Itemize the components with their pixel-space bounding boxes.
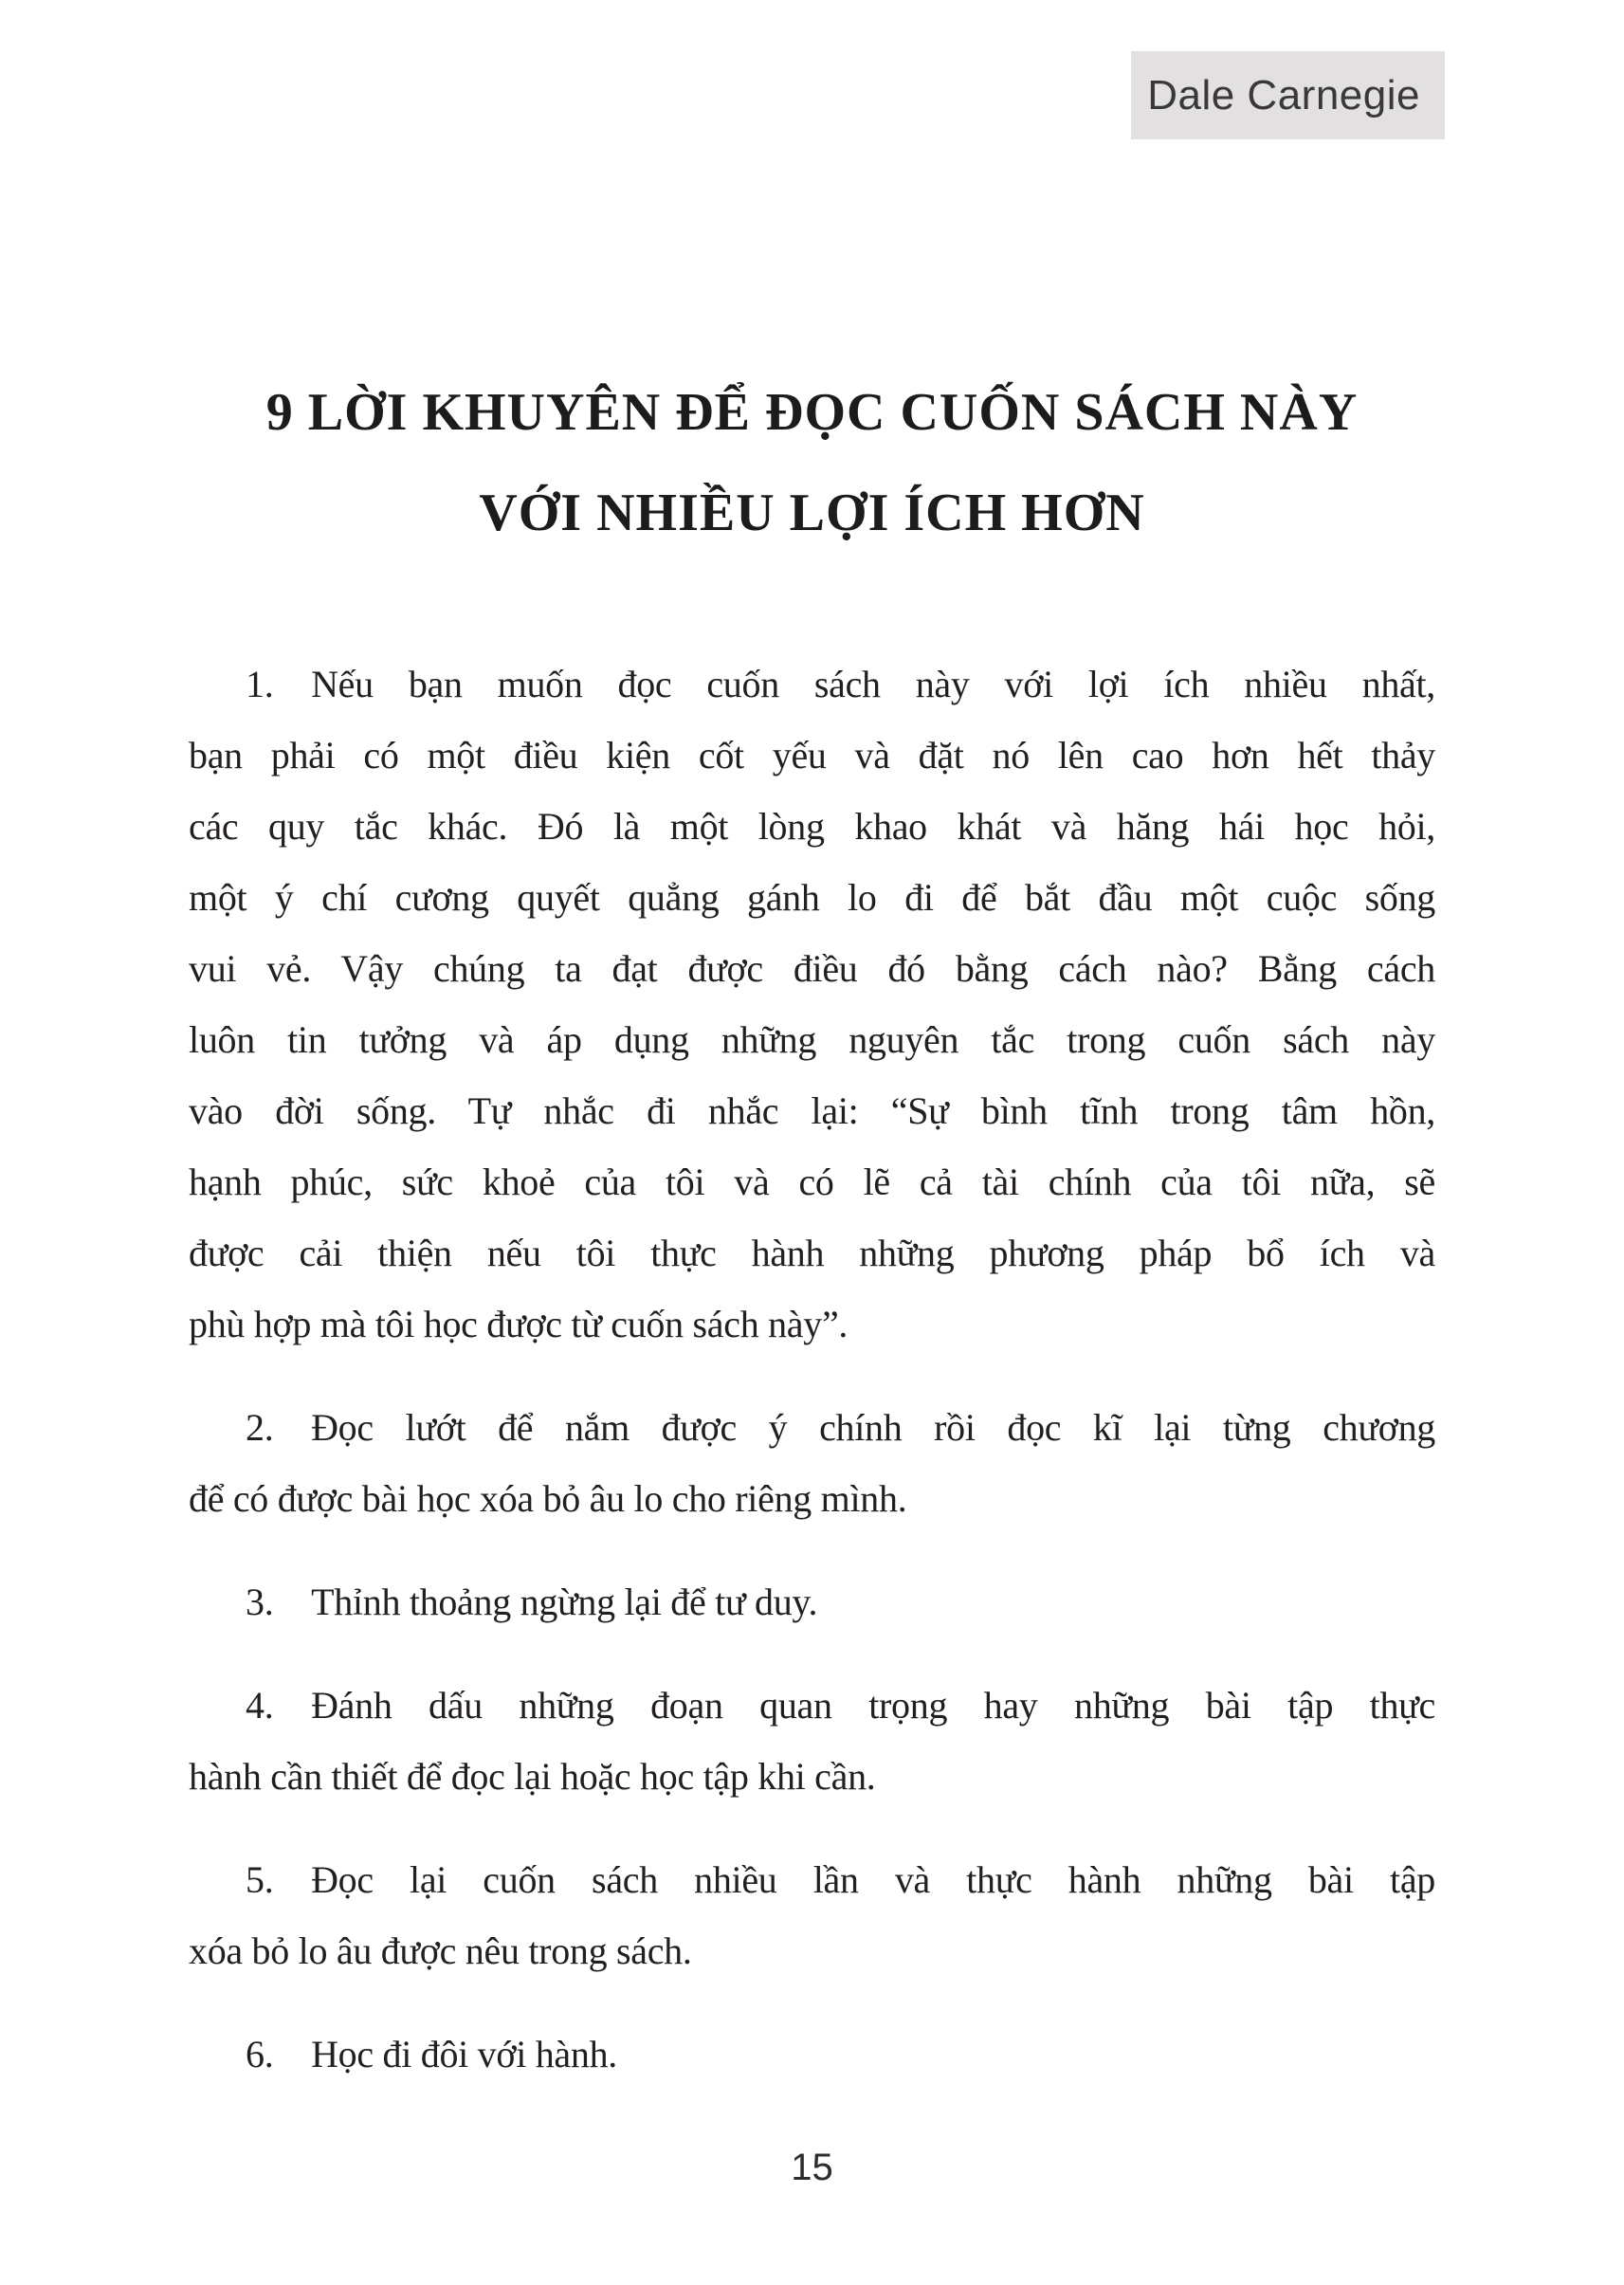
text-line: 1. Nếu bạn muốn đọc cuốn sách này với lợi ích nhiều nhất, xyxy=(246,663,1435,705)
text-line: vào đời sống. Tự nhắc đi nhắc lại: “Sự bình tĩnh trong tâm hồn, xyxy=(189,1089,1435,1132)
text-line: 6. Học đi đôi với hành. xyxy=(246,2033,617,2075)
chapter-title-line-1: 9 LỜI KHUYÊN ĐỂ ĐỌC CUỐN SÁCH NÀY xyxy=(265,383,1359,442)
paragraph xyxy=(189,1670,1435,1812)
text-line: được cải thiện nếu tôi thực hành những phương pháp bổ ích và xyxy=(189,1232,1435,1274)
text-line: luôn tin tưởng và áp dụng những nguyên tắc trong cuốn sách này xyxy=(189,1018,1435,1061)
page-number: 15 xyxy=(791,2147,833,2188)
text-line: bạn phải có một điều kiện cốt yếu và đặt nó lên cao hơn hết thảy xyxy=(189,734,1435,777)
chapter-title-line-2: VỚI NHIỀU LỢI ÍCH HƠN xyxy=(479,484,1145,542)
body-text xyxy=(189,649,1435,2122)
text-line: 2. Đọc lướt để nắm được ý chính rồi đọc kĩ lại từng chương xyxy=(246,1406,1435,1449)
text-line: phù hợp mà tôi học được từ cuốn sách này”. xyxy=(189,1303,848,1345)
chapter-title xyxy=(189,362,1435,563)
text-line: xóa bỏ lo âu được nêu trong sách. xyxy=(189,1929,692,1972)
paragraph xyxy=(189,1844,1435,1986)
text-line: vui vẻ. Vậy chúng ta đạt được điều đó bằng cách nào? Bằng cách xyxy=(189,947,1435,990)
author-header-badge xyxy=(1131,51,1445,139)
paragraph xyxy=(189,2019,1435,2090)
paragraph xyxy=(189,1392,1435,1534)
paragraph xyxy=(189,649,1435,1360)
text-line: các quy tắc khác. Đó là một lòng khao khát và hăng hái học hỏi, xyxy=(189,805,1435,848)
text-line: 4. Đánh dấu những đoạn quan trọng hay những bài tập thực xyxy=(246,1684,1435,1727)
text-line: 3. Thỉnh thoảng ngừng lại để tư duy. xyxy=(246,1581,818,1623)
text-line: để có được bài học xóa bỏ âu lo cho riêng mình. xyxy=(189,1477,907,1520)
text-line: một ý chí cương quyết quẳng gánh lo đi để bắt đầu một cuộc sống xyxy=(189,876,1435,919)
paragraph xyxy=(189,1566,1435,1637)
text-line: hành cần thiết để đọc lại hoặc học tập khi cần. xyxy=(189,1755,876,1798)
text-line: 5. Đọc lại cuốn sách nhiều lần và thực hành những bài tập xyxy=(246,1858,1435,1901)
text-line: hạnh phúc, sức khoẻ của tôi và có lẽ cả tài chính của tôi nữa, sẽ xyxy=(189,1161,1435,1203)
author-name: Dale Carnegie xyxy=(1147,71,1420,119)
